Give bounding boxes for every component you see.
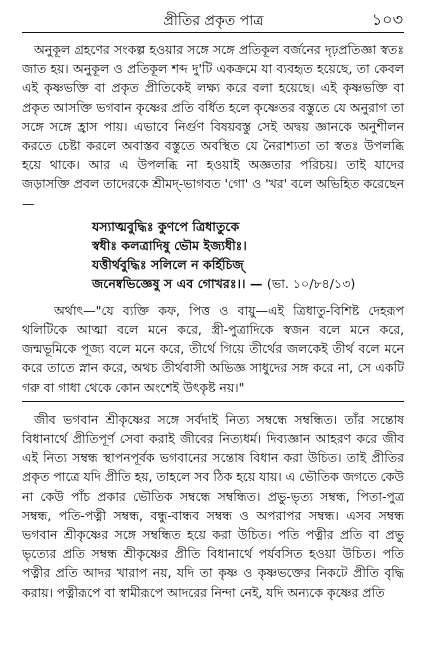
running-head: প্রীতির প্রকৃত পাত্র (163, 13, 264, 29)
verse-reference: (ভা. ১০/৮৪/১৩) (266, 275, 356, 291)
page-number: ১০৩ (371, 10, 403, 29)
verse-line-1: যস্যাত্মবুদ্ধিঃ কুণপে ত্রিধাতুকে (92, 218, 240, 234)
verse-line-4-text: জনেষ্বভিজ্ঞেষু স এব গোখরঃ।। — (92, 275, 263, 291)
verse-line-3: যত্তীর্থবুদ্ধিঃ সলিলে ন কর্হিচিজ্ (92, 256, 244, 272)
page-header (0, 6, 427, 30)
sanskrit-verse (92, 217, 404, 293)
header-rule (22, 32, 404, 33)
closing-paragraph: জীব ভগবান শ্রীকৃষ্ণের সঙ্গে সর্বদাই নিত্য সম্বন্ধে সম্বন্ধিত। তাঁর সন্তোষ বিধানার্থে প্রীতিপূর্ণ সেবা করাই জীবের নিত্যধর্ম। দিব্যজ্ঞান আহরণ করে জীব এই নিত্য সম্বন্ধ স্থাপনপূর্বক ভগবানের সন্তোষ বিধান করা উচিত। তাই প্রীতির প্রকৃত পাত্রে যদি প্রীতি হয়, তাহলে সব ঠিক হয়ে যায়। এ ভৌতিক জগতে কেউ না কেউ পাঁচ প্রকার ভৌতিক সম্বন্ধে সম্বন্ধিত। প্রভু-ভৃত্য সম্বন্ধ, পিতা-পুত্র সম্বন্ধ, পতি-পত্নী সম্বন্ধ, বন্ধু-বান্ধব সম্বন্ধ ও অপরাপর সম্বন্ধ। এসব সম্বন্ধ ভগবান শ্রীকৃষ্ণের সঙ্গে সম্বন্ধিত হয়ে করা উচিত। পতি পত্নীর প্রতি বা প্রভু ভৃত্যের প্রতি সম্বন্ধ শ্রীকৃষ্ণের প্রীতি বিধানার্থে পর্যবসিত হওয়া উচিত। পতি পত্নীর প্রতি আদর খারাপ নয়, যদি তা কৃষ্ণ ও কৃষ্ণভক্তের নিকটে প্রীতি বৃদ্ধি করায়। পত্নীরূপে বা স্বামীরূপে আদরের নিন্দা নেই, যদি অন্যকে কৃষ্ণের প্রতি (22, 411, 404, 600)
intro-paragraph: অনুকূল গ্রহণের সংকল্প হওয়ার সঙ্গে সঙ্গে প্রতিকূল বর্জনের দৃঢ়প্রতিজ্ঞা স্বতঃ জাত হয়। অনুকূল ও প্রতিকূল শব্দ দু'টি একক্রমে যা ব্যবহৃত হয়েছে, তা কেবল এই কৃষ্ণভক্তি বা প্রকৃত প্রীতিকেই লক্ষ্য করে বলা হয়েছে। এই কৃষ্ণভক্তি বা প্রকৃত আসক্তি ভগবান কৃষ্ণের প্রতি বর্ধিত হলে কৃষ্ণেতর বস্তুতে যে অনুরাগ তা সঙ্গে সঙ্গে হ্রাস পায়। এভাবে নির্গুণ বিষয়বস্তু সেই অদ্বয় জ্ঞানকে অনুশীলন করতে চেষ্টা করলে অবাস্তব বস্তুতে অবস্থিত যে নৈরাশ্যতা তা স্বতঃ উপলব্ধি হয়ে থাকে। আর এ উপলব্ধি না হওয়াই অজ্ঞতার পরিচয়। তাই যাদের জড়াসক্তি প্রবল তাদেরকে শ্রীমদ্-ভাগবত 'গো' ও 'খর' বলে অভিহিত করেছেন— (22, 42, 404, 211)
verse-translation-block (22, 301, 404, 397)
verse-translation: অর্থাৎ—"যে ব্যক্তি কফ, পিত্ত ও বায়ু—এই ত্রিধাতু-বিশিষ্ট দেহরূপ থলিটিকে আত্মা বলে মনে করে, স্ত্রী-পুত্রাদিকে স্বজন বলে মনে করে, জন্মভূমিকে পূজ্য বলে মনে করে, তীর্থে গিয়ে তীর্থের জলকেই তীর্থ বলে মনে করে তাতে স্নান করে, অথচ তীর্থবাসী অভিজ্ঞ সাধুদের সঙ্গ করে না, সে একটি গরু বা গাধা থেকে কোন অংশেই উৎকৃষ্ট নয়।" (22, 302, 404, 395)
verse-line-2: স্বধীঃ কলত্রাদিষু ভৌম ইজ্যধীঃ। (92, 237, 247, 253)
section-divider (22, 401, 404, 402)
verse-line-4 (92, 274, 404, 293)
page-body (22, 40, 404, 602)
